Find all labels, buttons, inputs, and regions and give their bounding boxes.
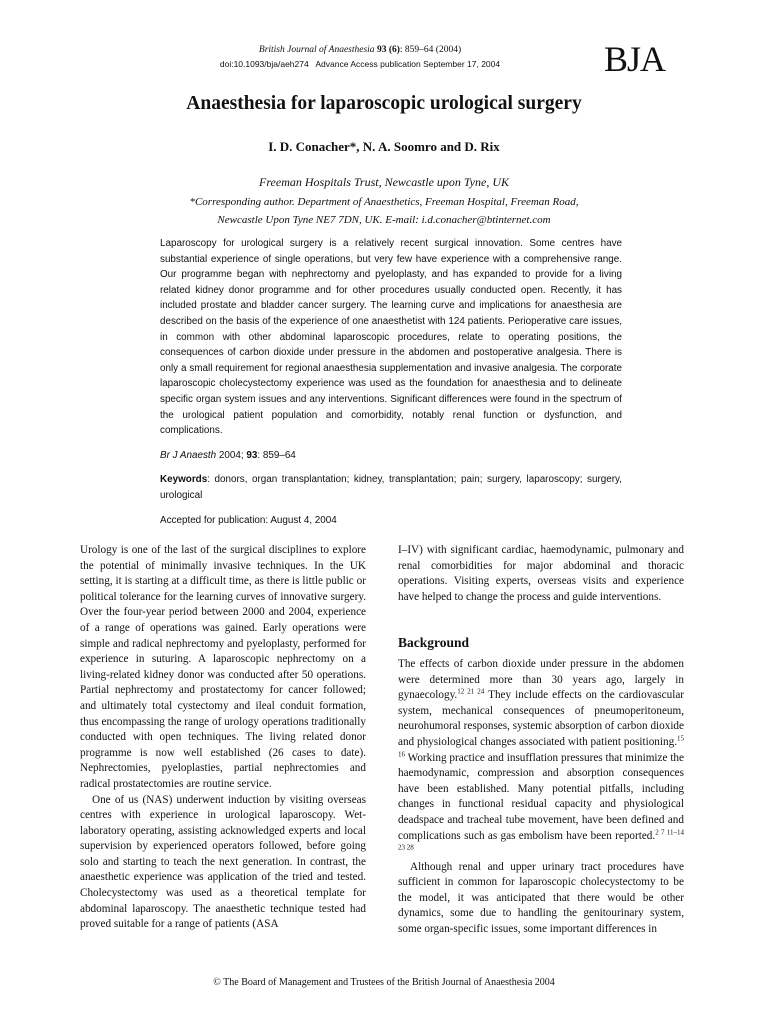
body-paragraph: The effects of carbon dioxide under pressure in the abdomen were determined more than 30 years ago, largely in gynaecology.$^{12 21 24}$ They include effects on the cardiovascular system, mechanical consequences of pneumoperitoneum, neurohumoral responses, systemic absorption of carbon dioxide and physiological changes associated with patient positioning.$^{15 16}$ Working practice and insufflation pressures that minimize the haemodynamic, compression and absorption consequences have been established. Many potential pitfalls, including changes in functional residual capacity and physiological deadspace and tracheal tube movement, have been defined and complications such as gas embolism have been reported.$^{2 7 11-14 23 28}$	[398, 657, 685, 852]
keywords-label: Keywords	[160, 474, 208, 486]
body-column-left	[80, 543, 366, 933]
section-heading-background: Background	[398, 635, 470, 651]
journal-volume: 93	[376, 45, 387, 55]
body-paragraph: Urology is one of the last of the surgical disciplines to explore the potential of minimally invasive techniques. In the UK setting, it is starting at a difficult time, as there is little public or political tolerance for the learning curves of innovative surgery. Over the four-year period between 2000 and 2004, experience of a range of operations was gained. Early operations were simple and radical nephrectomy and pyeloplasty, performed for experience in suturing. A laparoscopic nephrectomy on a living-related kidney donor was conducted after 50 operations. Partial nephrectomy and prostatectomy for cancer followed; and ultimately total cystectomy and ileal conduit formation, thus encompassing the range of urology operations traditionally conducted with open techniques. The living related donor programme is now well established (26 cases to date). Nephrectomies, pyeloplasties, partial nephrectomies and radical prostatectomies are routine service.	[80, 544, 366, 790]
citation-volume: 93	[246, 449, 258, 461]
citation-journal: Br J Anaesth	[160, 449, 217, 461]
reference-superscript: 2 7 11–14 23 28	[398, 827, 684, 852]
journal-header	[160, 43, 560, 71]
reference-superscript: 15 16	[398, 734, 684, 758]
body-paragraph: I–IV) with significant cardiac, haemodynamic, pulmonary and renal comorbidities for major abdominal and thoracic operations. Visiting experts, overseas visits and experience have helped to change the process and guide interventions.	[398, 544, 684, 603]
advance-access: Advance Access publication September 17, 2004	[315, 59, 501, 69]
citation-year: 2004;	[216, 449, 247, 461]
copyright-footer: © The Board of Management and Trustees of the British Journal of Anaesthesia 2004	[213, 977, 555, 988]
corresponding-line-2: Newcastle Upon Tyne NE7 7DN, UK. E-mail: i.d.conacher@btinternet.com	[217, 214, 551, 226]
affiliation: Freeman Hospitals Trust, Newcastle upon Tyne, UK	[259, 175, 509, 189]
abstract-block	[160, 236, 622, 528]
corresponding-line-1: *Corresponding author. Department of Anaesthetics, Freeman Hospital, Freeman Road,	[189, 196, 579, 208]
journal-name: British Journal of Anaesthesia	[258, 45, 375, 55]
article-title: Anaesthesia for laparoscopic urological surgery	[186, 93, 582, 114]
abstract: Laparoscopy for urological surgery is a relatively recent surgical innovation. Some centres have substantial experience of single operations, but very few have experience with a comprehensive range. Our programme began with nephrectomy and pyeloplasty, and has expanded to provide for a living related kidney donor programme and for other procedures usually conducted open. Recently, it has included prostate and bladder cancer surgery. The learning curve and implications for anaesthesia are described on the basis of the experience of one anaesthetist with 124 patients. Perioperative care issues, in common with other abdominal laparoscopic procedures, relate to operating positions, the consequences of carbon dioxide under pressure in the abdomen and postoperative analgesia. There is only a small requirement for regional anaesthesia supplementation and invasive analgesia. The corporate laparoscopic cholecystectomy experience was used as the foundation for anaesthesia and to delineate specific organ system issues and any interventions. Significant differences were found in the spectrum of the urological patient population and comorbidity, notably renal function or dysfunction, and complications.	[160, 238, 622, 437]
journal-issue: (6)	[388, 45, 400, 55]
body-paragraph: Although renal and upper urinary tract procedures have sufficient in common for laparoscopic cholecystectomy to be the model, it was anticipated that there would be other dynamics, some due to handling the genitourinary system, some organ-specific issues, some important differences in	[398, 860, 684, 936]
keywords-text: : donors, organ transplantation; kidney, transplantation; pain; surgery, laparoscopy; surgery, urological	[160, 474, 622, 501]
citation-pages: : 859–64	[257, 449, 296, 461]
doi: doi:10.1093/bja/aeh274	[219, 59, 309, 69]
citation	[160, 448, 622, 464]
accepted-date: Accepted for publication: August 4, 2004	[160, 514, 337, 526]
journal-pages-year: : 859–64 (2004)	[399, 45, 462, 55]
doi-line	[160, 57, 560, 71]
journal-citation-line	[160, 43, 560, 57]
body-column-right	[398, 543, 684, 938]
reference-superscript: 12 21 24	[457, 687, 485, 696]
corresponding-author	[140, 193, 628, 229]
authors: I. D. Conacher*, N. A. Soomro and D. Rix	[268, 139, 500, 154]
bja-logo: BJA	[604, 39, 666, 79]
keywords	[160, 472, 622, 503]
body-paragraph: One of us (NAS) underwent induction by visiting overseas centres with experience in urological laparoscopy. Wet-laboratory operating, assisting acknowledged experts and local supervision by experienced operators followed, before going solo and starting to teach the next generation. In contrast, the anaesthetic experience was application of the tried and tested. Cholecystectomy was used as a theoretical template for abdominal laparoscopy. The anaesthetic technique tested had proved suitable for a range of patients (ASA	[80, 793, 366, 931]
